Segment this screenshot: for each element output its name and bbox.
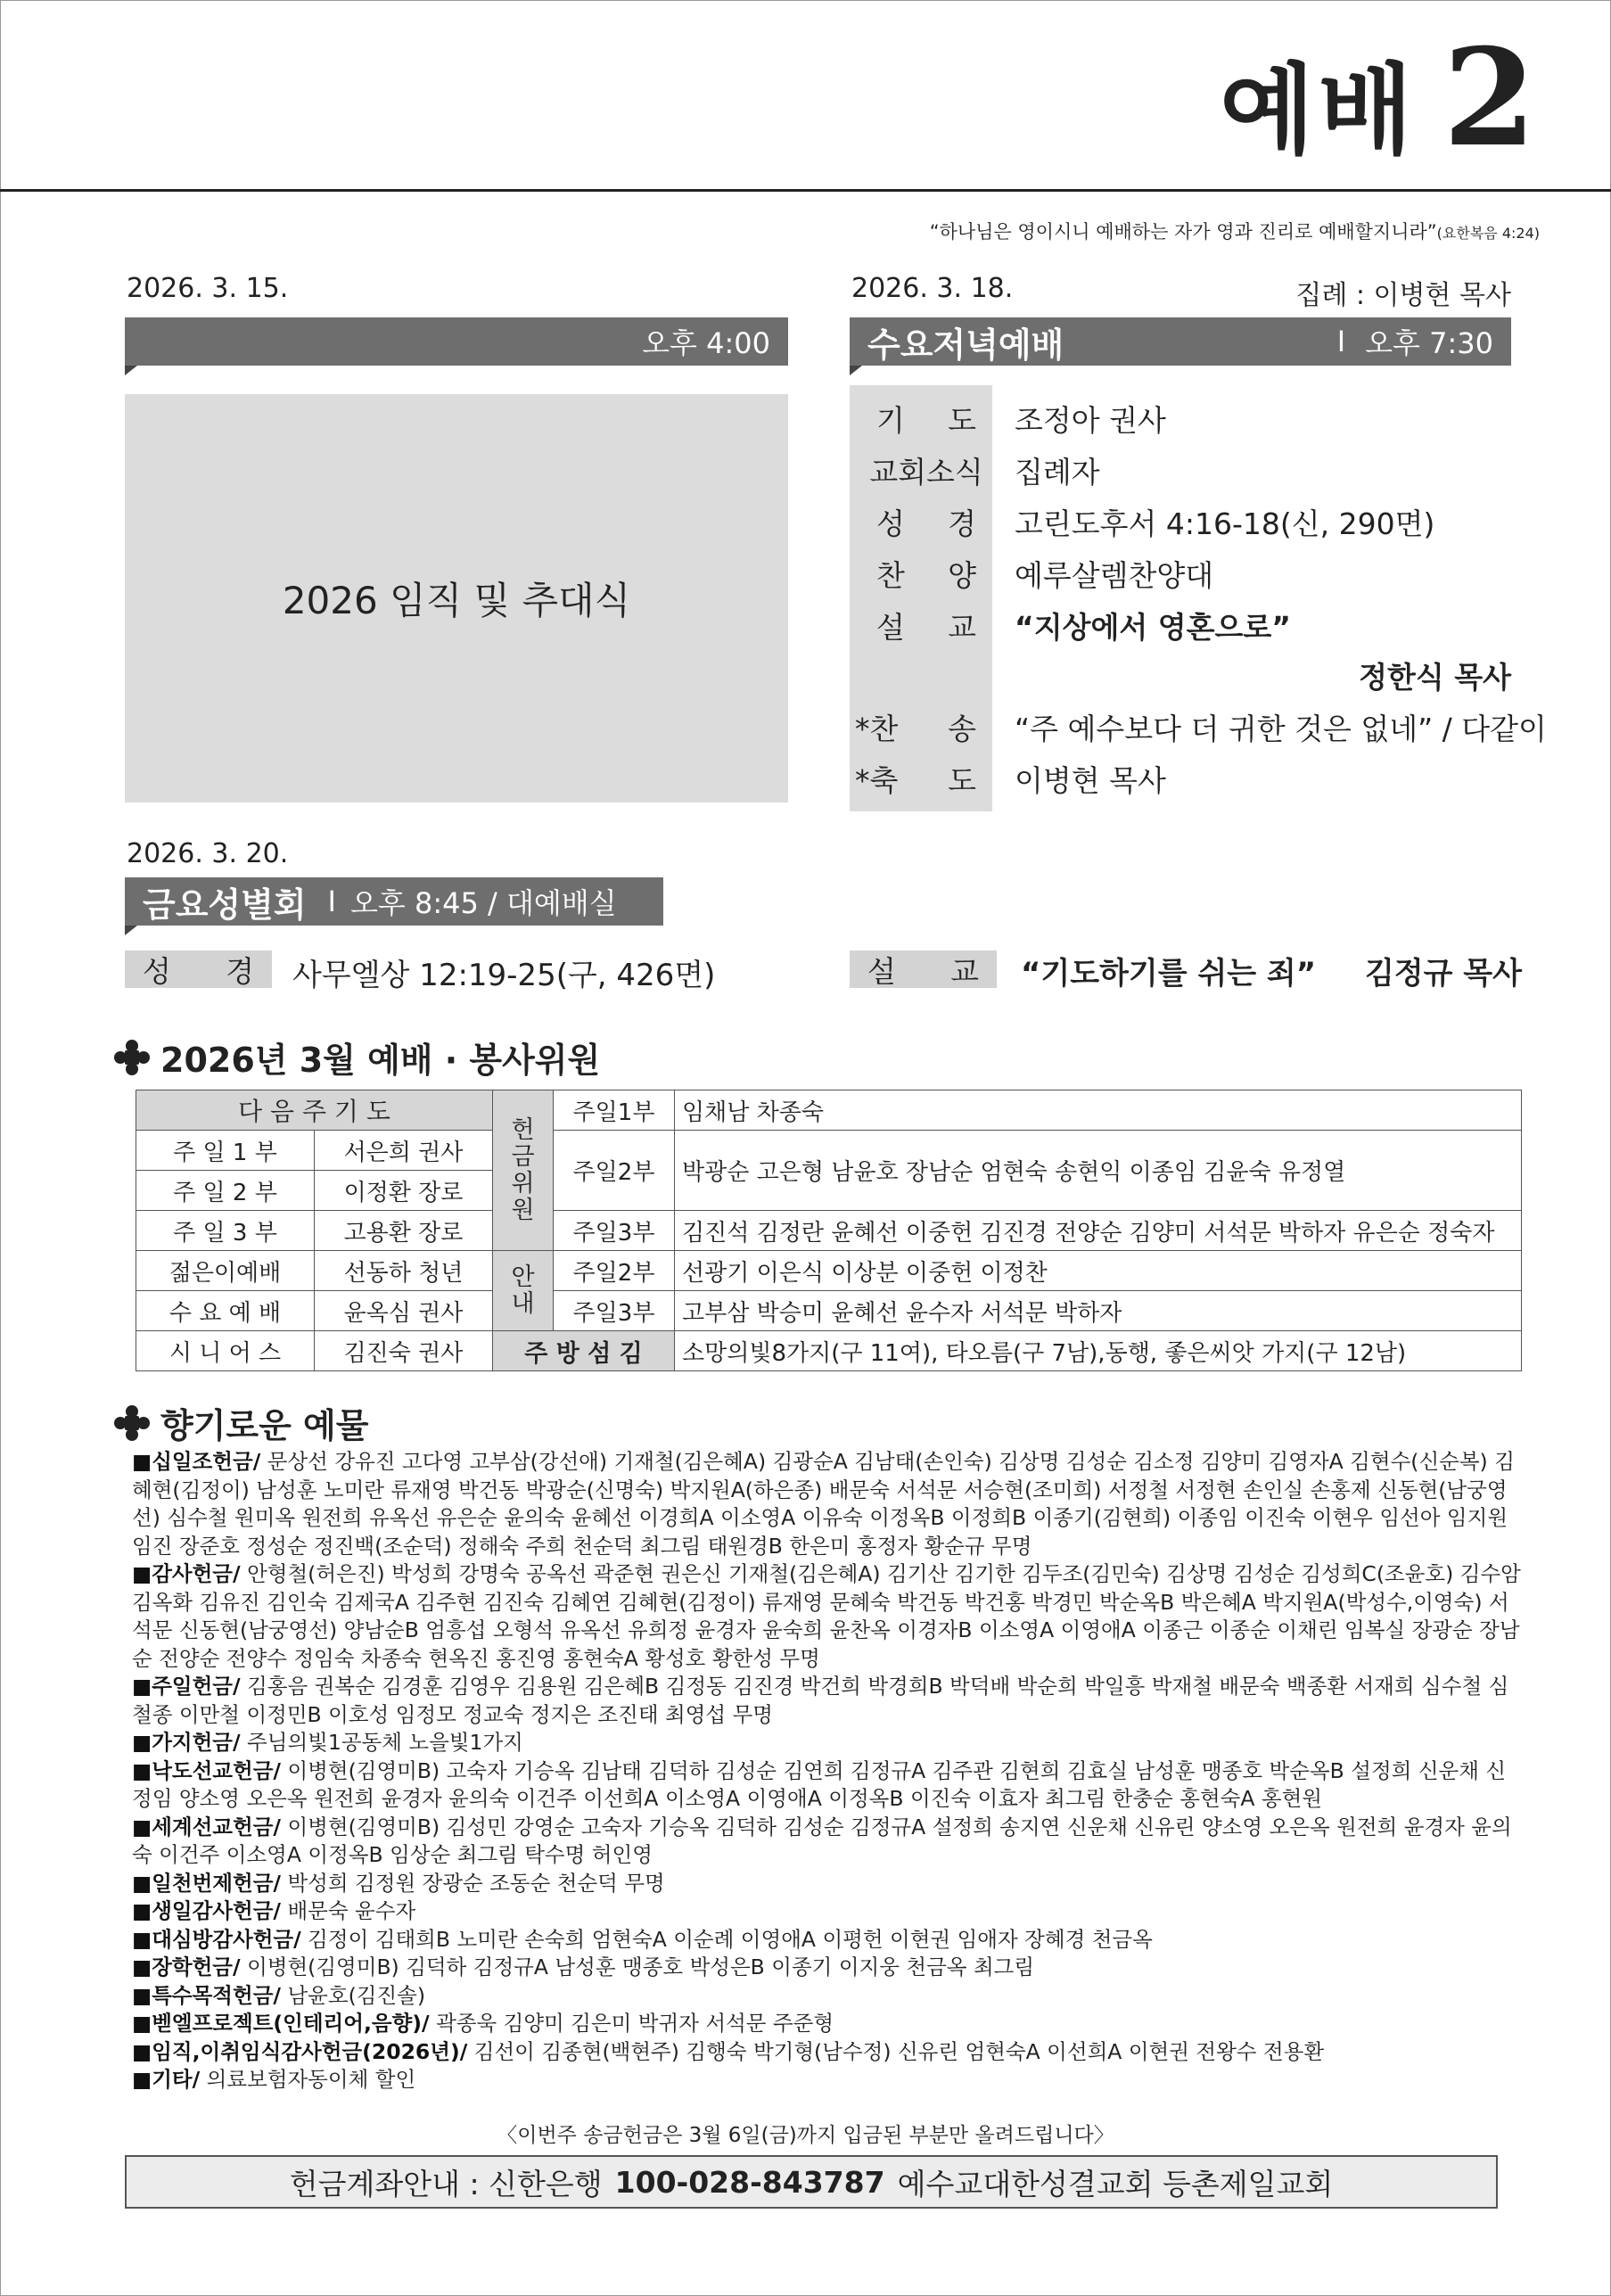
table-row [136,1211,1522,1251]
usher-names: 선광기 이은식 이상분 이중헌 이정찬 [675,1251,1522,1291]
order-label-hymn: *찬 송 [855,712,976,746]
friday-title: 금요성별회 [143,885,307,925]
offerings-heading [114,1398,368,1447]
account-number: 100-028-843787 [614,2164,885,2200]
bar-tail [125,926,137,935]
offering-note: 〈이번주 송금헌금은 3월 6일(금)까지 입금된 부분만 올려드립니다〉 [497,2124,1114,2147]
order-value-news: 집례자 [1015,455,1100,490]
order-value-sermon: “지상에서 영혼으로” [1015,610,1291,645]
bar-tail [850,366,862,375]
prayer-header: 다 음 주 기 도 [136,1090,493,1131]
account-label: 헌금계좌안내 : 신한은행 [289,2166,603,2201]
sunday-date: 2026. 3. 15. [127,273,289,304]
usher-service: 주일3부 [554,1291,675,1331]
prayer-service: 주 일 2 부 [136,1171,315,1211]
list-item: ■장학헌금/ 이병현(김영미B) 김덕하 김정규A 남성훈 맹종호 박성은B 이종기 이지웅 천금옥 최그림 [132,1954,1035,1979]
order-value-anthem: 예루살렘찬양대 [1015,558,1214,593]
offering-names: 김진석 김정란 윤혜선 이중헌 김진경 전양순 김양미 서석문 박하자 유은순 정숙자 [675,1211,1522,1251]
prayer-service: 젊은이예배 [136,1251,315,1291]
order-label-scripture: 성 경 [876,506,976,541]
prayer-person: 고용환 장로 [315,1211,493,1251]
cross-icon [114,1040,150,1075]
friday-title-bar [125,877,663,926]
sunday-event-title: 2026 임직 및 추대식 [282,579,631,622]
wednesday-title: 수요저녁예배 [867,325,1064,365]
prayer-service: 주 일 3 부 [136,1211,315,1251]
account-holder: 예수교대한성결교회 등촌제일교회 [897,2166,1334,2201]
offerings-list [132,1448,1523,2094]
offering-service: 주일3부 [554,1211,675,1251]
offering-names: 박광순 고은형 남윤호 장남순 엄현숙 송현익 이종임 김윤숙 유정열 [675,1131,1522,1211]
servants-table [136,1090,1522,1371]
list-item: ■특수목적헌금/ 남윤호(김진솔) [132,1982,426,2008]
order-value-hymn: “주 예수보다 더 귀한 것은 없네” / 다같이 [1015,712,1547,746]
prayer-person: 선동하 청년 [315,1251,493,1291]
list-item: ■기타/ 의료보험자동이체 할인 [132,2067,416,2092]
header-divider [0,189,1611,192]
order-label-benediction: *축 도 [855,763,976,798]
kitchen-label: 주 방 섬 김 [493,1331,675,1371]
list-item: ■벧엘프로젝트(인테리어,음향)/ 곽종욱 김양미 김은미 박귀자 서석문 주준형 [132,2011,834,2036]
friday-date: 2026. 3. 20. [127,838,289,869]
wednesday-title-bar [850,317,1511,366]
prayer-person: 김진숙 권사 [315,1331,493,1371]
usher-service: 주일2부 [554,1251,675,1291]
servants-heading-text: 2026년 3월 예배 · 봉사위원 [160,1041,601,1080]
offering-service: 주일2부 [554,1131,675,1211]
verse-text: “하나님은 영이시니 예배하는 자가 영과 진리로 예배할지니라” [929,221,1437,243]
sunday-time-bar [125,317,788,366]
usher-names: 고부삼 박승미 윤혜선 윤수자 서석문 박하자 [675,1291,1522,1331]
list-item: ■십일조헌금/ 문상선 강유진 고다영 고부삼(강선애) 기재철(김은혜A) 김광순A 김남태(손인숙) 김상명 김성순 김소정 김양미 김영자A 김현수(신순복) 김혜현(김정이) 남성훈 노미란 류재영 박건동 박광순(신명숙) 박지원A(하은종) 배문숙 서석문 서승현(조미희) 서정철 서정현 손인실 손홍제 신동현(남궁영선) 심수철 원미옥 원전희 유옥선 유은순 윤의숙 윤혜선 이경희A 이소영A 이유숙 이정옥B 이정희B 이종기(김현희) 이종임 이진숙 이현우 임선아 임지원 임진 장준호 정성순 정진백(조순덕) 정해숙 주희 천순덕 최그림 태원경B 한은미 홍정자 황순규 무명 [132,1449,1515,1559]
offering-names: 임채남 차종숙 [675,1090,1522,1131]
list-item: ■낙도선교헌금/ 이병현(김영미B) 고숙자 기승옥 김남태 김덕하 김성순 김연희 김정규A 김주관 김현희 김효실 남성훈 맹종호 박순옥B 설정희 신운채 신정임 양소영 오은옥 원전희 윤경자 윤의숙 이건주 이선희A 이소영A 이영애A 이정옥B 이진숙 이효자 최그림 한충순 홍현숙A 홍현원 [132,1757,1507,1811]
sunday-time: 오후 4:00 [642,326,770,360]
page-header [1220,20,1540,177]
bar-tail [125,366,137,375]
list-item: ■감사헌금/ 안형철(허은진) 박성희 강명숙 공옥선 곽준현 권은신 기재철(김은혜A) 김기산 김기한 김두조(김민숙) 김상명 김성순 김성희C(조윤호) 김수암 김옥화 김유진 김인숙 김제국A 김주현 김진숙 김혜연 김혜현(김정이) 류재영 문혜숙 박건동 박건홍 박경민 박순옥B 박은혜A 박지원A(박성수,이영숙) 서석문 신동현(남궁영선) 양남순B 엄흥섭 오형석 유옥선 유희정 윤경자 윤숙희 윤찬옥 이경자B 이소영A 이영애A 이종근 이종순 이채린 임복실 장광순 장남순 전양순 전양수 정임숙 차종숙 현옥진 홍진영 홍현숙A 황성호 황한성 무명 [132,1561,1521,1671]
prayer-person: 서은희 권사 [315,1131,493,1171]
table-row [136,1131,1522,1171]
list-item: ■가지헌금/ 주님의빛1공동체 노을빛1가지 [132,1730,523,1755]
prayer-service: 수 요 예 배 [136,1291,315,1331]
verse-reference: (요한복음 4:24) [1436,225,1540,242]
page-number: 2 [1443,20,1540,177]
table-row [136,1291,1522,1331]
prayer-service: 시 니 어 스 [136,1331,315,1371]
list-item: ■주일헌금/ 김홍음 권복순 김경훈 김영우 김용원 김은혜B 김정동 김진경 박건희 박경희B 박덕배 박순희 박일흥 박재철 배문숙 백종환 서재희 심수철 심철종 이만철 이정민B 이호성 임정모 정교숙 정지은 조진태 최영섭 무명 [132,1674,1509,1727]
order-value-prayer: 조정아 권사 [1015,403,1166,438]
sunday-event-box [125,394,788,802]
wednesday-order [850,385,1547,811]
prayer-service: 주 일 1 부 [136,1131,315,1171]
order-label-sermon: 설 교 [876,610,976,645]
verse-quote [930,218,1540,244]
list-item: ■임직,이취임식감사헌금(2026년)/ 김선이 김종현(백현주) 김행숙 박기형(남수정) 신유린 엄현숙A 이선희A 이현권 전왕수 전용환 [132,2038,1325,2064]
order-label-prayer: 기 도 [876,403,976,438]
list-item: ■일천번제헌금/ 박성희 김정원 장광순 조동순 천순덕 무명 [132,1870,665,1896]
wednesday-date: 2026. 3. 18. [851,273,1014,304]
friday-sermon-label: 설 교 [850,950,997,988]
order-label-news: 교회소식 [869,455,983,490]
friday-scripture: 사무엘상 12:19-25(구, 426면) [292,958,716,993]
table-row [136,1251,1522,1291]
prayer-person: 윤옥심 권사 [315,1291,493,1331]
list-item: ■생일감사헌금/ 배문숙 윤수자 [132,1898,416,1923]
cross-icon [114,1405,150,1441]
section-title: 예배 [1220,53,1417,168]
friday-preacher: 김정규 목사 [1364,956,1522,992]
wednesday-officiant: 집례 : 이병현 목사 [1295,280,1511,311]
friday-scripture-label: 성 경 [125,950,272,988]
order-value-benediction: 이병현 목사 [1015,763,1166,798]
order-label-anthem: 찬 양 [876,558,976,593]
prayer-person: 이정환 장로 [315,1171,493,1211]
table-row [136,1090,1522,1131]
friday-sermon-title: “기도하기를 쉬는 죄” [1021,956,1317,992]
offerings-heading-text: 향기로운 예물 [160,1406,369,1445]
usher-group-label: 안내 [493,1251,554,1331]
servants-heading [114,1033,600,1082]
order-value-scripture: 고린도후서 4:16-18(신, 290면) [1015,506,1435,541]
wednesday-preacher: 정한식 목사 [1359,660,1511,695]
wednesday-time: 오후 7:30 [1365,326,1493,360]
offering-service: 주일1부 [554,1090,675,1131]
bar-separator: I [327,885,336,918]
account-info-box [125,2155,1498,2209]
bar-separator: I [1336,325,1346,358]
list-item: ■세계선교헌금/ 이병현(김영미B) 김성민 강영순 고숙자 기승옥 김덕하 김성순 김정규A 설정희 송지연 신운채 신유린 양소영 오은옥 원전희 윤경자 윤의숙 이건주 이소영A 이정옥B 임상순 최그림 탁수명 허인영 [132,1814,1512,1867]
kitchen-names: 소망의빛8가지(구 11여), 타오름(구 7남),동행, 좋은씨앗 가지(구 12남) [675,1331,1522,1371]
friday-time-place: 오후 8:45 / 대예배실 [349,886,617,920]
offering-group-label: 헌금위원 [493,1090,554,1251]
table-row [136,1331,1522,1371]
list-item: ■대심방감사헌금/ 김정이 김태희B 노미란 손숙희 엄현숙A 이순례 이영애A 이평헌 이현권 임애자 장혜경 천금옥 [132,1926,1153,1952]
